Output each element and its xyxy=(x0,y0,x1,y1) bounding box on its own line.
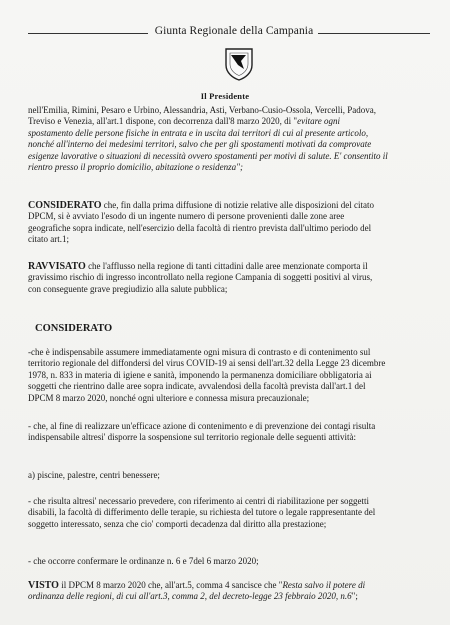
text-line: soggetto interessato, senza che cio' comporti decadenza dal diritto alla prestazione; xyxy=(28,518,327,529)
considerato-item-1 xyxy=(28,347,443,404)
text-line: disabili, la facoltà di differimento delle terapie, su richiesta del tutore o legale rappresentante del xyxy=(28,507,376,518)
text-line: gravissimo rischio di ingresso incontrollato nella regione Campania di soggetti positivi al virus, xyxy=(28,272,373,283)
text-line: - che risulta altresi' necessario prevedere, con riferimento ai centri di riabilitazione per soggetti xyxy=(28,496,369,506)
italic-quote: ordinanza delle regioni, di cui all'art.3, comma 2, del decreto-legge 23 febbraio 2020, n.6 xyxy=(28,591,352,602)
text-line: 1978, n. 833 in materia di igiene e sanità, imponendo la permanenza domiciliare obbligatoria ai xyxy=(28,369,372,380)
text-line: - che, al fine di realizzare un'efficace azione di contenimento e di prevenzione dei contagi risulta xyxy=(28,421,376,431)
text-line: citato art.1; xyxy=(28,234,69,245)
text-span: il DPCM 8 marzo 2020 che, all'art.5, comma 4 sancisce che " xyxy=(58,580,283,590)
president-subtitle: Il Presidente xyxy=(200,91,250,101)
considerato-paragraph xyxy=(28,200,443,246)
region-emblem-icon xyxy=(224,47,254,81)
text-span: "; xyxy=(351,591,358,602)
considerato-item-3 xyxy=(28,496,443,530)
visto-lead: VISTO xyxy=(28,580,59,591)
italic-quote: spostamento delle persone fisiche in entrata e in uscita dai territori di cui al presente articolo, xyxy=(28,127,369,138)
ravvisato-lead: RAVVISATO xyxy=(28,261,86,272)
considerato-lead: CONSIDERATO xyxy=(28,200,102,211)
text-line xyxy=(28,261,443,272)
italic-quote: evitare ogni xyxy=(297,116,340,127)
text-line: - che occorre confermare le ordinanze n. 6 e 7del 6 marzo 2020; xyxy=(28,556,259,566)
text-line: DPCM 8 marzo 2020, nonché ogni ulteriore e connessa misura precauzionale; xyxy=(28,392,310,403)
header-rule-left xyxy=(28,33,148,34)
text-line: geografiche sopra indicate, nell'esercizio della facoltà di rientro prevista dall'ultimo periodo del xyxy=(28,222,372,233)
text-span: che l'afflusso nella regione di tanti cittadini dalle aree menzionate comporta il xyxy=(85,261,368,271)
italic-quote: nonché all'interno dei medesimi territori, salvo che per gli spostamenti motivati da comprovate xyxy=(28,139,372,150)
text-line xyxy=(28,200,443,211)
text-line: DPCM, si è avviato l'esodo di un ingente numero di persone provenienti dalle zone aree xyxy=(28,211,345,222)
considerato-heading: CONSIDERATO xyxy=(35,323,113,334)
text-line: territorio regionale del diffondersi del virus COVID-19 ai sensi dell'art.32 della Legge 23 dicembre xyxy=(28,358,386,369)
text-line: indispensabile altresi' disporre la sospensione sul territorio regionale delle seguenti attività: xyxy=(28,432,357,443)
ravvisato-paragraph xyxy=(28,261,443,295)
visto-paragraph xyxy=(28,580,443,603)
text-line xyxy=(28,591,443,602)
text-line: nell'Emilia, Rimini, Pesaro e Urbino, Alessandria, Asti, Verbano-Cusio-Ossola, Vercelli, Padova, xyxy=(28,105,376,115)
text-line: a) piscine, palestre, centri benessere; xyxy=(28,470,160,480)
italic-quote: rientro presso il proprio domicilio, abitazione o residenza"; xyxy=(28,162,243,173)
italic-quote: Resta salvo il potere di xyxy=(282,580,366,590)
text-line xyxy=(28,580,443,591)
considerato-item-4 xyxy=(28,556,443,567)
header-rule-right xyxy=(318,33,430,34)
considerato-item-2 xyxy=(28,421,443,444)
text-line: -che è indispensabile assumere immediatamente ogni misura di contrasto e di contenimento sul xyxy=(28,347,371,357)
italic-quote: esigenze lavorative o situazioni di necessità ovvero spostamenti per motivi di salute. E' consentito il xyxy=(28,150,388,161)
text-line: soggetti che rientrino dalle aree sopra indicate, avvalendosi della facoltà prevista dall'art.1 del xyxy=(28,381,366,392)
text-line: con conseguente grave pregiudizio alla salute pubblica; xyxy=(28,283,228,294)
text-span: che, fin dalla prima diffusione di notizie relative alle disposizioni del citato xyxy=(101,200,375,210)
text-line xyxy=(28,116,443,127)
text-span: Treviso e Venezia, all'art.1 dispone, con decorrenza dall'8 marzo 2020, di " xyxy=(28,116,298,127)
considerato-item-2a xyxy=(28,470,443,481)
header-title: Giunta Regionale della Campania xyxy=(154,25,314,37)
intro-paragraph xyxy=(28,105,443,173)
